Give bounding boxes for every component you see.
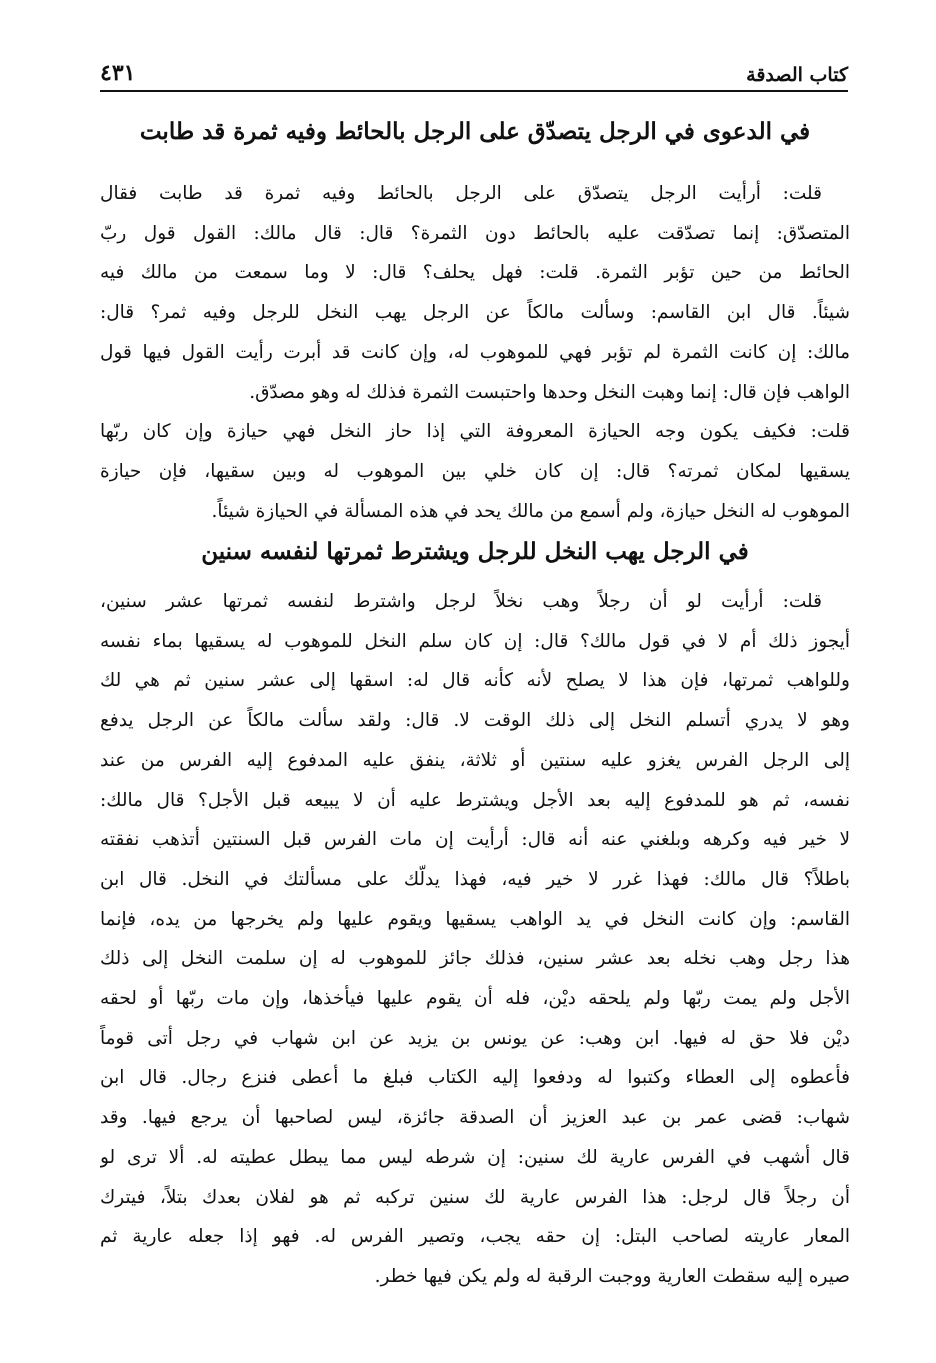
text-line: يسقيها لمكان ثمرته؟ قال: إن كان خلي بين الموهوب له وبين سقيها، فإن حيازة bbox=[100, 460, 850, 482]
text-line: أيجوز ذلك أم لا في قول مالك؟ قال: إن كان سلم النخل للموهوب له يسقيها بماء نفسه bbox=[100, 630, 850, 652]
book-title: كتاب الصدقة bbox=[746, 64, 848, 86]
section-1-heading: في الدعوى في الرجل يتصدّق على الرجل بالحائط وفيه ثمرة قد طابت bbox=[139, 118, 811, 145]
text-line: القاسم: وإن كانت النخل في يد الواهب يسقيها ويقوم عليها ولم يخرجها من يده، فإنما bbox=[100, 908, 850, 930]
text-line: فأعطوه إلى العطاء وكتبوا له ودفعوا إليه الكتاب فبلغ ما أعطى فنزع رجال. قال ابن bbox=[100, 1067, 850, 1089]
text-line: هذا رجل وهب نخله بعد عشر سنين، فذلك جائز للموهوب له إن سلمت النخل إلى ذلك bbox=[100, 948, 850, 970]
text-line: الأجل ولم يمت ربّها ولم يلحقه ديْن، فله أن يقوم عليها فيأخذها، وإن مات ربّها أو لحقه bbox=[100, 988, 850, 1010]
page-number: ٤٣١ bbox=[100, 60, 136, 86]
text-line: وهو لا يدري أتسلم النخل إلى ذلك الوقت لا. قال: ولقد سألت مالكاً عن الرجل يدفع bbox=[100, 710, 850, 732]
text-line: شهاب: قضى عمر بن عبد العزيز أن الصدقة جائزة، ليس لصاحبها أن يرجع فيها. وقد bbox=[100, 1107, 850, 1129]
text-line: المتصدّق: إنما تصدّقت عليه بالحائط دون الثمرة؟ قال: قال مالك: القول قول ربّ bbox=[100, 222, 850, 244]
section-2-heading: في الرجل يهب النخل للرجل ويشترط ثمرتها لنفسه سنين bbox=[201, 538, 749, 565]
text-line: الموهوب له النخل حيازة، ولم أسمع من مالك يحد في هذه المسألة في الحيازة شيئاً. bbox=[211, 500, 850, 522]
text-line: باطلاً؟ قال مالك: فهذا غرر لا خير فيه، فهذا يدلّك على مسألتك في النخل. قال ابن bbox=[100, 868, 850, 890]
text-line: قلت: أرأيت الرجل يتصدّق على الرجل بالحائط وفيه ثمرة قد طابت فقال bbox=[100, 183, 822, 204]
text-line: إلى الرجل الفرس يغزو عليه سنتين أو ثلاثة، ينفق عليه المدفوع إليه الفرس من عند bbox=[100, 749, 850, 771]
section-1-body bbox=[100, 174, 850, 531]
section-1 bbox=[100, 112, 850, 531]
text-line: وللواهب ثمرتها، فإن هذا لا يصلح لأنه كأنه قال له: اسقها إلى عشر سنين ثم هي لك bbox=[100, 670, 850, 692]
text-line: صيره إليه سقطت العارية ووجبت الرقبة له ولم يكن فيها خطر. bbox=[374, 1265, 850, 1287]
text-line: المعار عاريته لصاحب البتل: إن حقه يجب، وتصير الفرس له. فهو إذا جعله عارية ثم bbox=[100, 1226, 850, 1248]
text-line: قلت: فكيف يكون وجه الحيازة المعروفة التي إذا حاز النخل فهي حيازة وإن كان ربّها bbox=[100, 421, 850, 443]
section-2-body bbox=[100, 582, 850, 1297]
text-line: نفسه، ثم هو للمدفوع إليه بعد الأجل ويشترط عليه أن لا يبيعه قبل الأجل؟ قال مالك: bbox=[100, 789, 850, 811]
text-line: أن رجلاً قال لرجل: هذا الفرس عارية لك سنين تركبه ثم هو لفلان بعدك بتلاً، فيترك bbox=[100, 1186, 850, 1208]
text-line: الحائط من حين تؤبر الثمرة. قلت: فهل يحلف؟ قال: لا وما سمعت من مالك فيه bbox=[100, 262, 850, 284]
text-line: شيئاً. قال ابن القاسم: وسألت مالكاً عن الرجل يهب النخل للرجل وفيه ثمر؟ قال: bbox=[100, 302, 850, 324]
text-line: لا خير فيه وكرهه وبلغني عنه أنه قال: أرأيت إن مات الفرس قبل السنتين أتذهب نفقته bbox=[100, 829, 850, 851]
running-header bbox=[100, 46, 848, 92]
text-line: قال أشهب في الفرس عارية لك سنين: إن شرطه ليس مما يبطل عطيته له. ألا ترى لو bbox=[100, 1146, 850, 1168]
text-line: قلت: أرأيت لو أن رجلاً وهب نخلاً لرجل واشترط لنفسه ثمرتها عشر سنين، bbox=[100, 591, 822, 612]
section-2 bbox=[100, 532, 850, 1297]
text-line: الواهب فإن قال: إنما وهبت النخل وحدها واحتبست الثمرة فذلك له وهو مصدّق. bbox=[249, 381, 850, 403]
text-line: ديْن فلا حق له فيها. ابن وهب: عن يونس بن يزيد عن ابن شهاب في رجل أتى قوماً bbox=[100, 1027, 850, 1049]
text-line: مالك: إن كانت الثمرة لم تؤبر فهي للموهوب له، وإن كانت قد أبرت رأيت القول فيها قول bbox=[100, 341, 850, 363]
